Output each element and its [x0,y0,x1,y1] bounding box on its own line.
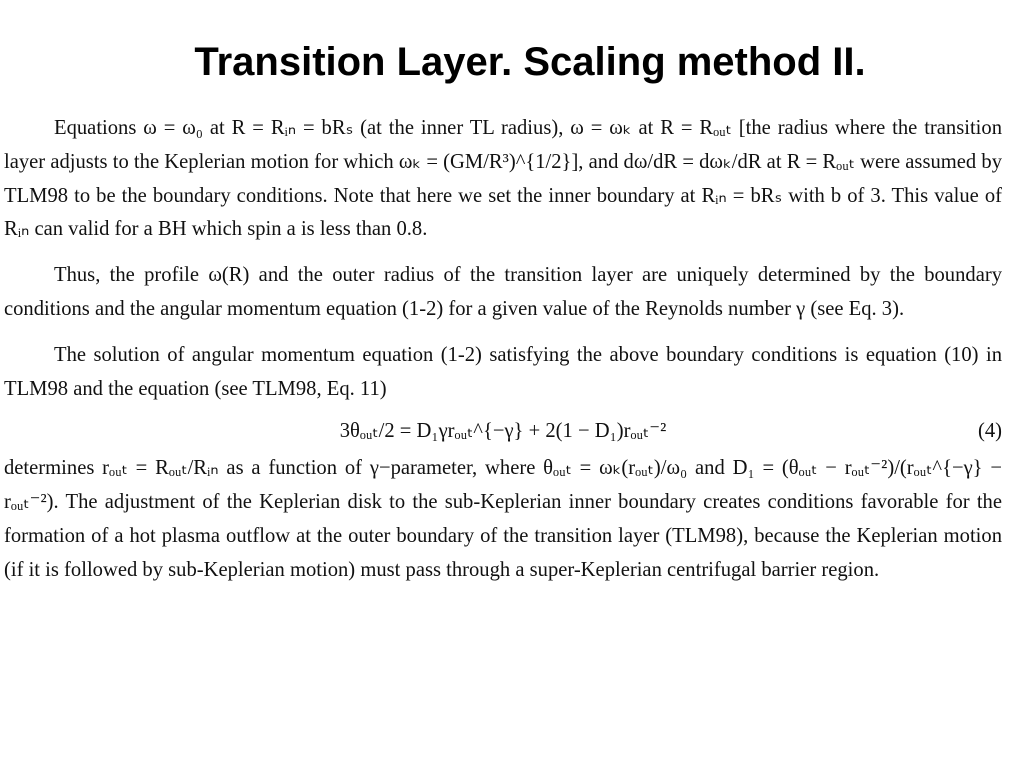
equation-number: (4) [977,420,1002,443]
paragraph-profile: Thus, the profile ω(R) and the outer radius of the transition layer are uniquely determined by the boundary conditions and the angular momentum equation (1-2) for a given value of the Reynolds number γ (see Eq. 3). [4,264,1002,320]
paragraph-boundary-conditions: Equations ω = ω₀ at R = Rᵢₙ = bRₛ (at the inner TL radius), ω = ωₖ at R = Rₒᵤₜ [the radius where the transition layer adjusts to the Keplerian motion for which ωₖ = (GM/R³)^{1/2}], and dω/dR = dωₖ/dR at R = Rₒᵤₜ were assumed by TLM98 to be the boundary conditions. Note that here we set the inner boundary at Rᵢₙ = bRₛ with b of 3. This value of Rᵢₙ can valid for a BH which spin a is less than 0.8. [4,117,1002,241]
paragraph-adjustment: determines rₒᵤₜ = Rₒᵤₜ/Rᵢₙ as a function of γ−parameter, where θₒᵤₜ = ωₖ(rₒᵤₜ)/ω₀ and D₁ = (θₒᵤₜ − rₒᵤₜ⁻²)/(rₒᵤₜ^{−γ} − rₒᵤₜ⁻²). The adjustment of the Keplerian disk to the sub-Keplerian inner boundary creates conditions favorable for the formation of a hot plasma outflow at the outer boundary of the transition layer (TLM98), because the Keplerian motion (if it is followed by sub-Keplerian motion) must pass through a super-Keplerian centrifugal barrier region. [4,457,1002,581]
equation-row [4,412,1002,450]
paragraph-solution: The solution of angular momentum equation (1-2) satisfying the above boundary conditions is equation (10) in TLM98 and the equation (see TLM98, Eq. 11) [4,343,1002,400]
equation-4: 3θₒᵤₜ/2 = D₁γrₒᵤₜ^{−γ} + 2(1 − D₁)rₒᵤₜ⁻² [339,420,667,443]
slide-body [4,112,1002,588]
slide-title: Transition Layer. Scaling method II. [194,40,866,84]
